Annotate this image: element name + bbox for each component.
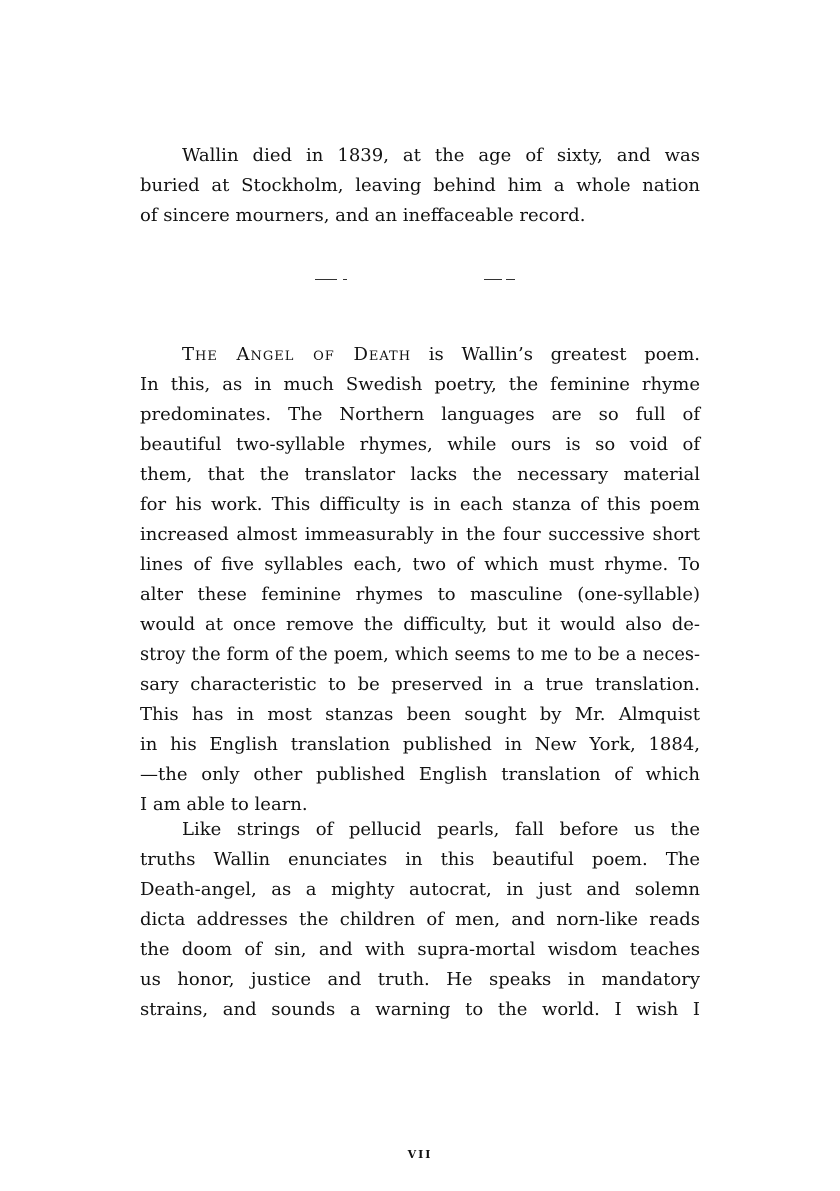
text-line: buried at Stockholm, leaving behind him a whole nation xyxy=(140,175,700,196)
text-line: In this, as in much Swedish poetry, the feminine rhyme xyxy=(140,374,700,395)
text-line: alter these feminine rhymes to masculine (one-syllable) xyxy=(140,584,700,605)
section-divider-right xyxy=(484,276,524,282)
text-line: Death-angel, as a mighty autocrat, in just and solemn xyxy=(140,879,700,900)
text-line: Like strings of pellucid pearls, fall before us the xyxy=(182,819,700,840)
text-line: them, that the translator lacks the necessary material xyxy=(140,464,700,485)
text-line: in his English translation published in New York, 1884, xyxy=(140,734,700,755)
text-line: sary characteristic to be preserved in a true translation. xyxy=(140,674,700,695)
paragraph-wallin-death xyxy=(140,141,700,231)
text-line: beautiful two-syllable rhymes, while ours is so void of xyxy=(140,434,700,455)
poem-title: The Angel of Death xyxy=(182,344,412,365)
text-line: truths Wallin enunciates in this beautiful poem. The xyxy=(140,849,700,870)
text-line: increased almost immeasurably in the four successive short xyxy=(140,524,700,545)
text-line: Wallin died in 1839, at the age of sixty, and was xyxy=(182,145,700,166)
paragraph-pellucid-pearls xyxy=(140,815,700,1025)
text-line: for his work. This difficulty is in each stanza of this poem xyxy=(140,494,700,515)
text-line: stroy the form of the poem, which seems to me to be a neces- xyxy=(140,645,700,665)
section-divider-left xyxy=(315,276,355,282)
text-line: —the only other published English translation of which xyxy=(140,764,700,785)
text-line: lines of five syllables each, two of which must rhyme. To xyxy=(140,554,700,575)
text-line: dicta addresses the children of men, and norn-like reads xyxy=(140,909,700,930)
paragraph-angel-of-death xyxy=(140,340,700,820)
text-line xyxy=(140,340,700,370)
text-line: the doom of sin, and with supra-mortal wisdom teaches xyxy=(140,939,700,960)
text-line: would at once remove the difficulty, but it would also de- xyxy=(140,614,700,635)
text-line: strains, and sounds a warning to the world. I wish I xyxy=(140,999,700,1020)
page-number: VII xyxy=(407,1148,433,1161)
first-line-rest: is Wallin’s greatest poem. xyxy=(411,344,700,365)
text-line: predominates. The Northern languages are so full of xyxy=(140,404,700,425)
text-line: of sincere mourners, and an ineffaceable record. xyxy=(140,205,586,226)
text-line: This has in most stanzas been sought by Mr. Almquist xyxy=(140,704,700,725)
text-line: I am able to learn. xyxy=(140,794,308,815)
text-line: us honor, justice and truth. He speaks in mandatory xyxy=(140,969,700,990)
